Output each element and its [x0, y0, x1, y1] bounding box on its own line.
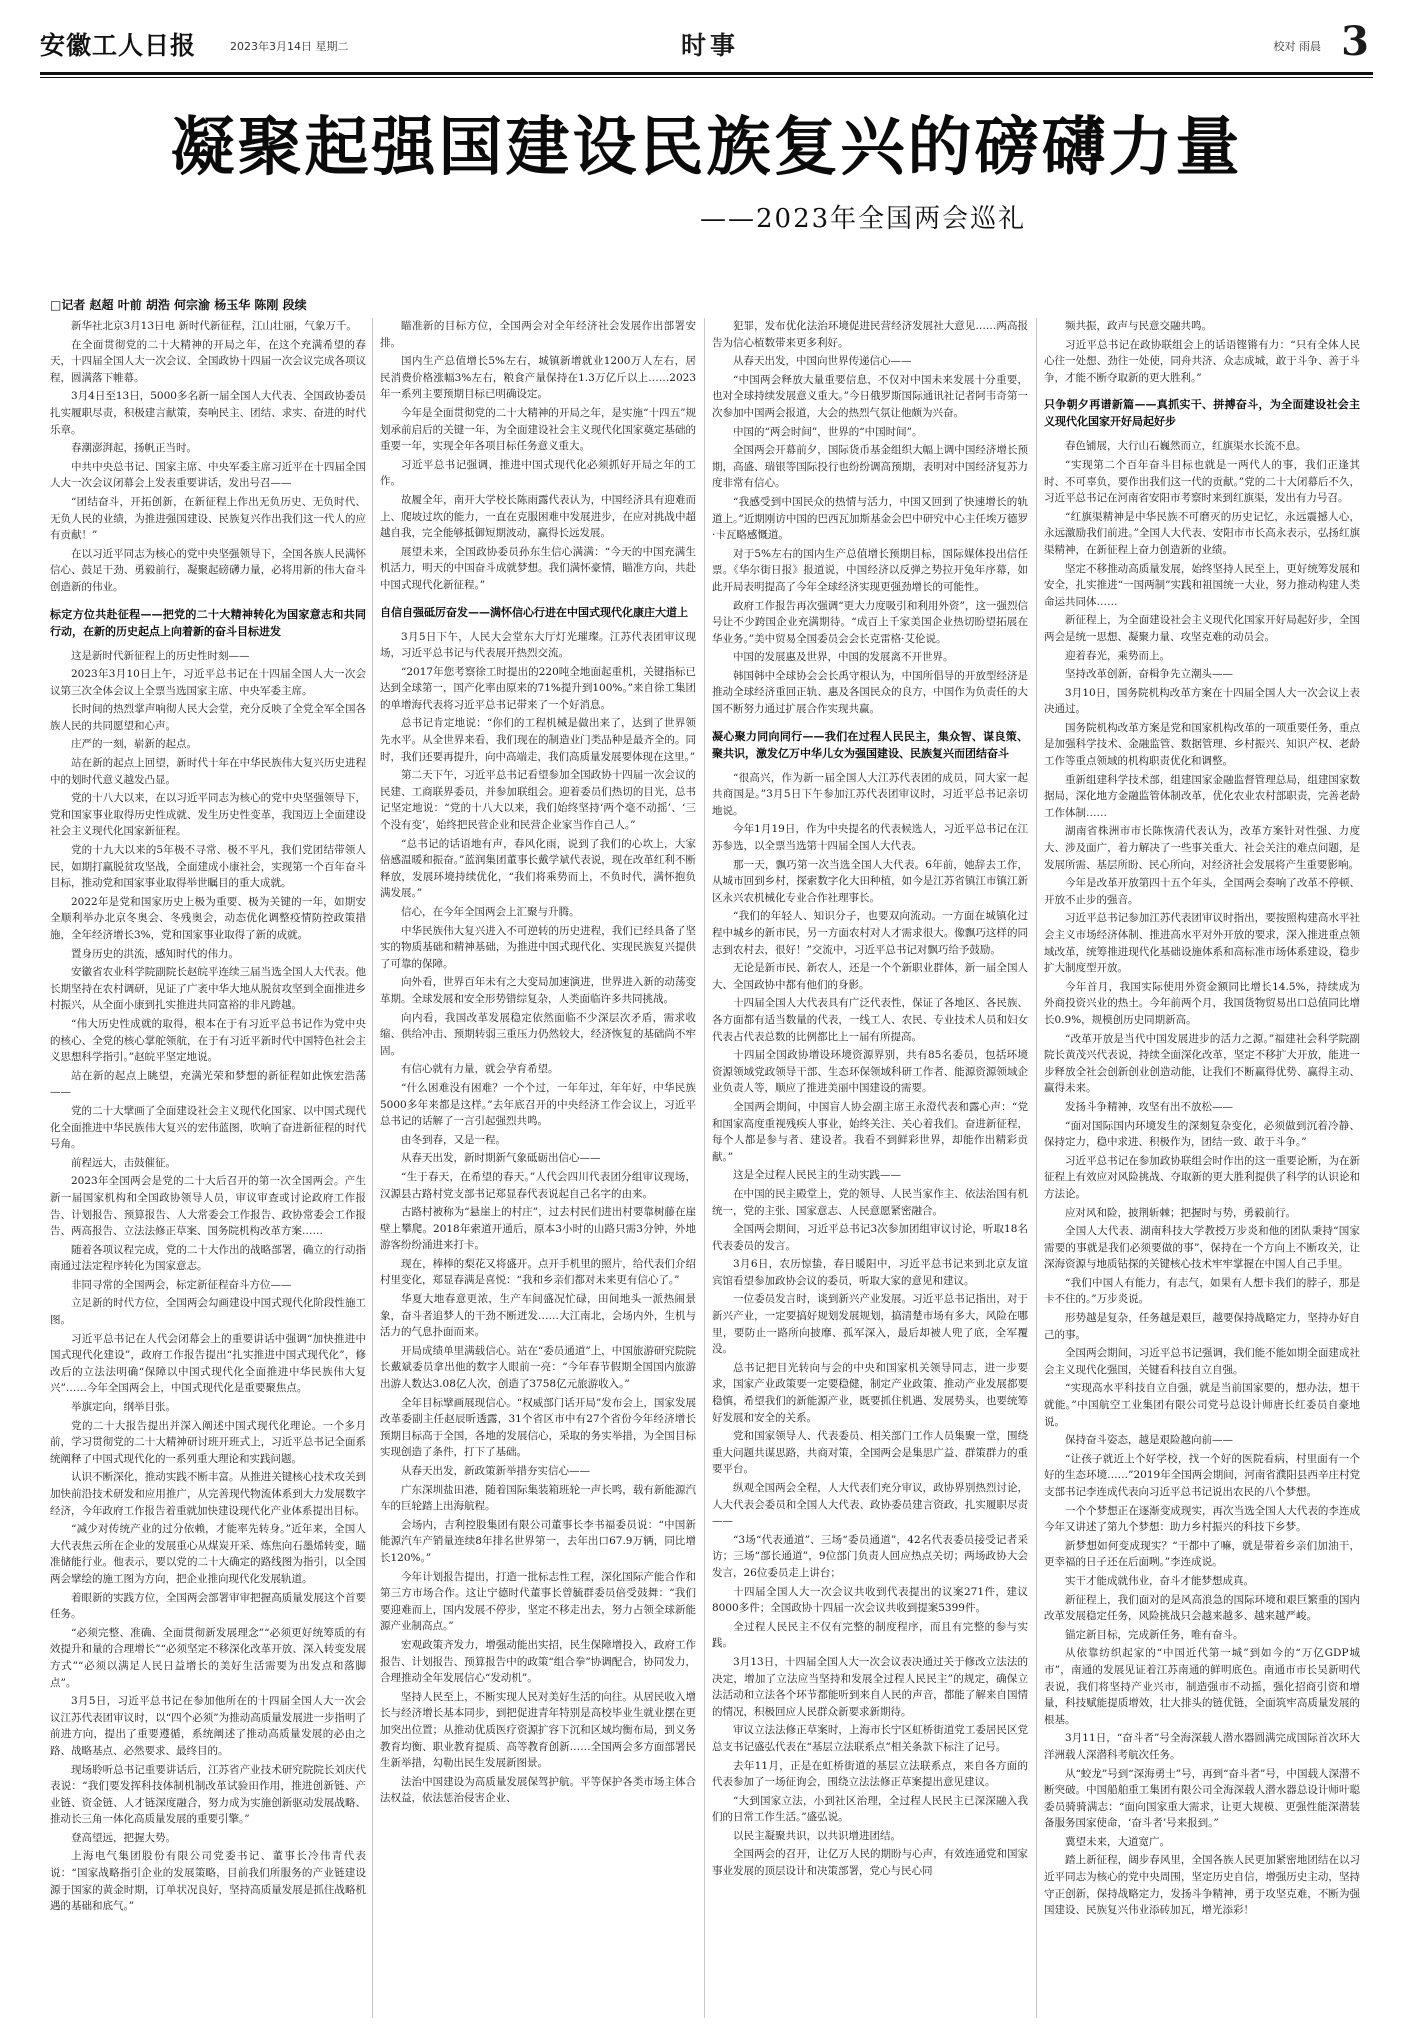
- issue-date: 2023年3月14日 星期二: [230, 40, 349, 53]
- article-paragraph: 踏上新征程，阔步春风里，全国各族人民更加紧密地团结在以习近平同志为核心的党中央周围，坚定历史自信，增强历史主动，坚持守正创新，保持战略定力，发扬斗争精神，勇于攻坚克难，不断为强国建设、民族复兴伟业添砖加瓦，增光添彩！: [1044, 1854, 1360, 1917]
- article-paragraph: 这是新时代新征程上的历史性时刻——: [71, 649, 250, 662]
- article-paragraph: 展望未来，全国政协委员孙东生信心满满：“今天的中国充满生机活力，明天的中国奋斗成就梦想。我们满怀豪情，瞄准方向，共赴中国式现代化新征程。”: [380, 545, 696, 591]
- article-paragraph: 实干才能成就伟业，奋斗才能梦想成真。: [1065, 1574, 1254, 1587]
- article-paragraph: 2023年全国两会是党的二十大后召开的第一次全国两会。产生新一届国家机构和全国政协领导人员，审议审查或讨论政府工作报告、计划报告、预算报告、人大常委会工作报告、政协常委会工作报告、两高报告、立法法修正草案、国务院机构改革方案……: [50, 1175, 366, 1238]
- text-column-3: [712, 318, 1028, 2018]
- article-paragraph: 春潮澎湃起，扬帆正当时。: [71, 442, 197, 455]
- article-paragraph: “很高兴，作为新一届全国人大江苏代表团的成员，同大家一起共商国是。”3月5日下午参加江苏代表团审议时，习近平总书记亲切地说。: [712, 771, 1028, 817]
- article-paragraph: “我们的年轻人、知识分子，也要双向流动。一方面在城镇化过程中城乡的新市民，另一方面农村对人才需求很大。像飘巧这样的同志到农村去，很好！”交流中，习近平总书记对飘巧给予鼓励。: [712, 910, 1028, 956]
- article-paragraph: 今年1月19日，作为中央提名的代表候选人，习近平总书记在江苏参选，以全票当选第十四届全国人大代表。: [712, 823, 1028, 853]
- article-paragraph: “2017年您考察徐工时提出的220吨全地面起重机，关键指标已达到全球第一，国产化率由原来的71%提升到100%。”来自徐工集团的单增海代表将习近平总书记带来了一个好消息。: [380, 665, 696, 711]
- article-paragraph: 从春天出发，中国向世界传递信心——: [733, 355, 912, 368]
- article-paragraph: 锚定新目标，完成新任务，唯有奋斗。: [1065, 1628, 1244, 1641]
- article-byline: □记者 赵超 叶前 胡浩 何宗渝 杨玉华 陈刚 段续: [50, 298, 307, 312]
- page-number: 3: [1341, 18, 1369, 65]
- article-paragraph: 新征程上，为全面建设社会主义现代化国家开好局起好步，全国两会是统一思想、凝聚力量、攻坚克难的动员会。: [1044, 614, 1360, 643]
- article-paragraph: 登高望远，把握大势。: [71, 1831, 176, 1844]
- article-paragraph: “伟大历史性成就的取得，根本在于有习近平总书记作为党中央的核心、全党的核心掌舵领航，在于有习近平新时代中国特色社会主义思想科学指引。”赵皖平坚定地说。: [50, 1017, 366, 1064]
- article-paragraph: 故履全年，南开大学校长陈雨露代表认为，中国经济具有迎难而上、爬坡过坎的能力，一直在克服困难中发展进步，在应对挑战中超越自我，完全能够抵御短期波动，赢得长远发展。: [380, 493, 696, 540]
- article-paragraph: 会场内，吉利控股集团有限公司董事长李书福委员说：“中国新能源汽车产销量连续8年排名世界第一，去年出口67.9万辆，同比增长120%。”: [380, 1518, 696, 1564]
- article-paragraph: 广东深圳盐田港，随着国际集装箱班轮一声长鸣，载有新能源汽车的巨轮踏上出海航程。: [380, 1483, 696, 1513]
- article-paragraph: 在以习近平同志为核心的党中央坚强领导下，全国各族人民满怀信心、鼓足干劲、勇毅前行，凝聚起磅礴力量，必将用新的伟大奋斗创造新的伟业。: [50, 547, 366, 593]
- article-paragraph: “减少对传统产业的过分依赖，才能率先转身。”近年来，全国人大代表焦云所在企业的发展重心从煤炭开采、炼焦向石墨烯转变，瞄准储能行业。他表示，要以党的二十大确定的路线图为指引，以全国两会擘绘的施工图为方向，把企业推向现代化发展轨道。: [50, 1523, 366, 1585]
- article-paragraph: 前程远大，击鼓催征。: [71, 1156, 176, 1169]
- article-paragraph: “面对国际国内环境发生的深刻复杂变化，必须做到沉着冷静、保持定力，稳中求进、积极作为，团结一致、敢于斗争。”: [1044, 1119, 1360, 1149]
- article-paragraph: 全国两会期间，习近平总书记强调，我们能不能如期全面建成社会主义现代化强国，关键看科技自立自强。: [1044, 1347, 1360, 1376]
- text-column-2: [380, 318, 696, 2018]
- article-paragraph: “生于春天，在希望的春天。”人代会四川代表团分组审议现场，汉源县古路村党支部书记郑显春代表说起自己名字的由来。: [380, 1170, 696, 1200]
- article-paragraph: 上海电气集团股份有限公司党委书记、董事长冷伟青代表说：“国家战略指引企业的发展策略，目前我们所服务的产业链建设源于国家的黄金时期，订单状况良好，坚持高质量发展是抓住战略机遇的基础和底气。”: [50, 1850, 366, 1913]
- article-paragraph: 新梦想如何变成现实？“干都中了嘛，就是带着乡亲们加油干，更幸福的日子还在后面咧。”李连成说。: [1044, 1539, 1360, 1569]
- article-paragraph: 国务院机构改革方案是党和国家机构改革的一项重要任务，重点是加强科学技术、金融监管、数据管理、乡村振兴、知识产权、老龄工作等重点领域的机构职责优化和调整。: [1044, 721, 1360, 768]
- article-paragraph: 第二天下午，习近平总书记看望参加全国政协十四届一次会议的民建、工商联界委员，并参加联组会。迎着委员们热切的目光，总书记坚定地说：“党的十八大以来，我们始终坚持‘两个毫不动摇’、‘三个没有变’，始终把民营企业和民营企业家当作自己人。”: [380, 769, 696, 832]
- article-paragraph: “实现高水平科技自立自强，就是当前国家要的，想办法，想干就能。”中国航空工业集团有限公司党号总设计师唐长红委员自豪地说。: [1044, 1382, 1360, 1428]
- article-paragraph: 全年目标擘画展现信心。“权威部门话开局”发布会上，国家发展改革委副主任赵辰昕透露，31个省区市中有27个省份今年经济增长预期目标高于全国，各地的发展信心，采取的务实举措，为全国目标实现创造了条件，打下了基础。: [380, 1396, 696, 1459]
- paper-name-logo: 安徽工人日报: [40, 31, 197, 60]
- article-paragraph: 信心，在今年全国两会上汇聚与升腾。: [401, 906, 580, 918]
- article-paragraph: 审议立法法修正草案时，上海市长宁区虹桥街道党工委居民区党总支书记盛弘代表在“基层立法联系点”相关条款下标注了记号。: [712, 1724, 1028, 1753]
- article-paragraph: 对于5%左右的国内生产总值增长预期目标，国际媒体投出信任票。《华尔街日报》报道说，中国经济以反弹之势拉开兔年序幕，如此开局表明提高了今年全球经济实现更强劲增长的可能性。: [712, 547, 1028, 593]
- article-paragraph: 习近平总书记强调，推进中国式现代化必须抓好开局之年的工作。: [380, 458, 696, 488]
- article-paragraph: 向内看，我国改革发展稳定依然面临不少深层次矛盾，需求收缩、供给冲击、预期转弱三重压力仍然较大，经济恢复的基础尚不牢固。: [380, 1011, 696, 1057]
- article-subheadline: ——2023年全国两会巡礼: [700, 204, 1027, 234]
- article-paragraph: 认识不断深化，推动实践不断丰富。从推进关键核心技术攻关到加快前沿技术研发和应用推广，从完善现代物流体系到大力发展数字经济，今年政府工作报告着重就加快建设现代化产业体系提出目标。: [50, 1471, 366, 1517]
- article-paragraph: 今年是改革开放第四十五个年头，全国两会奏响了改革不停顿、开放不止步的强音。: [1044, 877, 1360, 906]
- article-paragraph: 党的二十大擘画了全面建设社会主义现代化国家、以中国式现代化全面推进中华民族伟大复兴的宏伟蓝图，吹响了奋进新征程的时代号角。: [50, 1104, 366, 1151]
- article-paragraph: 应对风和险，披荆斩棘；把握时与势，勇毅前行。: [1065, 1206, 1296, 1219]
- article-paragraph: “我们中国人有能力，有志气，如果有人想卡我们的脖子，那是卡不住的。”万步炎说。: [1044, 1276, 1360, 1306]
- article-paragraph: 形势越是复杂，任务越是艰巨，越要保持战略定力，坚持办好自己的事。: [1044, 1312, 1360, 1341]
- article-paragraph: 置身历史的洪流，感知时代的伟力。: [71, 947, 239, 960]
- article-paragraph: 犯罪，发布优化法治环境促进民营经济发展社大意见……两高报告为信心植数带来更多利好。: [712, 320, 1028, 349]
- article-paragraph: 举旗定向，纲举目张。: [71, 1401, 176, 1414]
- section-subheading: 标定方位共赴征程——把党的二十大精神转化为国家意志和共同行动，在新的历史起点上向着新的奋斗目标进发: [50, 607, 366, 638]
- article-paragraph: 向外看，世界百年未有之大变局加速演进，世界进入新的动荡变革期。全球发展和安全形势错综复杂，人类面临许多共同挑战。: [380, 976, 696, 1005]
- article-paragraph: “让孩子就近上个好学校，找一个好的医院看病，村里面有一个好的生态环境……”2019年全国两会期间，河南省濮阳县西辛庄村党支部书记李连成代表向习近平总书记说出农民的八个梦想。: [1044, 1452, 1360, 1498]
- section-subheading: 凝心聚力同向同行——我们在过程人民民主，集众智、谋良策、聚共识，激发亿万中华儿女为强国建设、民族复兴而团结奋斗: [712, 729, 1028, 760]
- article-paragraph: 那一天，飘巧第一次当选全国人大代表。6年前，她辞去工作，从城市回到乡村，探索数字化大田种植，如今是江苏省镇江市镇江新区永兴农机械化专业合作社理事长。: [712, 858, 1028, 904]
- article-paragraph: 2023年3月10日上午，习近平总书记在十四届全国人大一次会议第三次全体会议上全票当选国家主席、中央军委主席。: [50, 668, 366, 697]
- article-paragraph: 新华社北京3月13日电 新时代新征程，江山壮丽，气象万千。: [71, 320, 357, 332]
- text-column-1: [50, 318, 366, 2018]
- article-paragraph: 迎着春光，乘势而上。: [1065, 649, 1170, 662]
- article-paragraph: 中国的“两会时间”，世界的“中国时间”。: [733, 425, 923, 438]
- section-subheading: 只争朝夕再谱新篇——真抓实干、拼搏奋斗，为全面建设社会主义现代化国家开好局起好步: [1044, 398, 1360, 429]
- article-paragraph: 十四届全国政协增设环境资源界别，共有85名委员，包括环境资源领域党政领导干部、生态环保领域科研工作者、能源资源领域企业负责人等，顺应了推进美丽中国建设的需要。: [712, 1049, 1028, 1095]
- column-divider: [1036, 318, 1037, 2018]
- masthead: [40, 20, 1373, 68]
- article-paragraph: 坚定不移推动高质量发展，始终坚持人民至上，更好统筹发展和安全，扎实推进“一国两制”实践和祖国统一大业，努力推动构建人类命运共同体……: [1044, 562, 1360, 608]
- article-paragraph: 十四届全国人大代表具有广泛代表性，保证了各地区、各民族、各方面都有适当数量的代表，一线工人、农民、专业技术人员和妇女代表占代表总数的比例都比上一届有所提高。: [712, 997, 1028, 1043]
- text-column-4: [1044, 318, 1360, 2018]
- article-paragraph: 3月6日，农历惊蛰，春日暖阳中，习近平总书记来到北京友谊宾馆看望参加政协会议的委员，听取大家的意见和建议。: [712, 1258, 1028, 1287]
- article-paragraph: “团结奋斗，开拓创新，在新征程上作出无负历史、无负时代、无负人民的业绩，为推进强国建设、民族复兴作出我们这一代人的应有贡献！”: [50, 495, 366, 542]
- article-paragraph: 韩国韩中全球协会会长禹守根认为，中国所倡导的开放型经济是推动全球经济重回正轨、惠及各国民众的良方，中国作为负责任的大国不断努力通过扩展合作实现共赢。: [712, 669, 1028, 716]
- article-paragraph: 这是全过程人民民主的生动实践——: [733, 1169, 901, 1182]
- article-paragraph: 全国两会期间，中国盲人协会副主席王永澄代表和露心声：“党和国家高度重视残疾人事业，始终关注、关心着我们。奋进新征程，每个人都是参与者、建设者。我看不到鲜彩世界，却能作出精彩贡献。”: [712, 1100, 1028, 1163]
- article-paragraph: 无论是新市民、新农人，还是一个个新职业群体，新一届全国人大、全国政协中都有他们的身影。: [712, 962, 1028, 991]
- article-paragraph: 一个个梦想正在逐渐变成现实，再次当选全国人大代表的李连成今年又讲述了第九个梦想：助力乡村振兴的科技下乡梦。: [1044, 1504, 1360, 1534]
- article-paragraph: 瞄准新的目标方位，全国两会对全年经济社会发展作出部署安排。: [380, 320, 696, 349]
- article-paragraph: 习近平总书记在参加政协联组会时作出的这一重要论断，为在新征程上有效应对风险挑战、夺取新的更大胜利提供了科学的认识论和方法论。: [1044, 1154, 1360, 1200]
- masthead-rule: [40, 72, 1373, 75]
- article-paragraph: 3月5日下午，人民大会堂东大厅灯光璀璨。江苏代表团审议现场，习近平总书记与代表展开热烈交流。: [380, 630, 696, 660]
- article-paragraph: 重新组建科学技术部，组建国家金融监督管理总局，组建国家数据局，深化地方金融监管体制改革，优化农业农村部职责，完善老龄工作体制……: [1044, 773, 1360, 819]
- article-paragraph: 党的十九大以来的5年极不寻常、极不平凡，我们党团结带领人民，如期打赢脱贫攻坚战，全面建成小康社会，实现第一个百年奋斗目标，推动党和国家事业取得举世瞩目的重大成就。: [50, 844, 366, 890]
- section-title: 时事: [680, 31, 739, 60]
- article-paragraph: “中国两会释放大量重要信息，不仅对中国未来发展十分重要，也对全球持续发展意义重大。”今日俄罗斯国际通讯社记者阿韦奇第一次参加中国两会报道，大会的热烈气氛让他颇为兴奋。: [712, 373, 1028, 419]
- article-paragraph: 纵观全国两会全程，人大代表们充分审议，政协界别热烈讨论，人大代表会委员和全国人大代表、政协委员建言资政，扎实履职尽责——: [712, 1482, 1028, 1528]
- article-paragraph: 华夏大地春意更浓，生产车间盛况忙碌，田间地头一派热闹景象，奋斗者追梦人的干劲不断迸发……大江南北，会场内外，生机与活力的气息扑面而来。: [380, 1293, 696, 1339]
- article-paragraph: 现场聆听总书记重要讲话后，江苏省产业技术研究院院长刘庆代表说：“我们要发挥科技体制机制改革试验田作用，推进创新链、产业链、资金链、人才链深度融合，努力成为实施创新驱动发展战略、推动长三角一体化高质量发展的重要引擎。”: [50, 1763, 366, 1826]
- article-paragraph: 有信心就有力量，就会孕育希望。: [401, 1063, 559, 1076]
- article-paragraph: 湖南省株洲市市长陈恢清代表认为，改革方案针对性强、力度大、涉及面广，着力解决了一些事关重大、社会关注的难点问题，是发展所需、基层所盼、民心所向，对经济社会发展将产生重要影响。: [1044, 825, 1360, 871]
- article-paragraph: 3月5日，习近平总书记在参加他所在的十四届全国人大一次会议江苏代表团审议时，以“四个必须”为推动高质量发展进一步指明了前进方向，提出了重要遵循，系统阐述了推动高质量发展的必由之路、战略基点、必然要求、最终目的。: [50, 1695, 366, 1757]
- article-paragraph: “实现第二个百年奋斗目标也就是一两代人的事，我们正逢其时、不可辜负，要作出我们这一代的贡献。”党的二十大闭幕后不久，习近平总书记在河南省安阳市考察时来到红旗渠，发出有力号召。: [1044, 458, 1360, 505]
- article-paragraph: 安徽省农业科学院副院长赵皖平连续三届当选全国人大代表。他长期坚持在农村调研，见证了广袤中华大地从脱贫攻坚到全面推进乡村振兴，从全面小康到扎实推进共同富裕的非凡跨越。: [50, 966, 366, 1012]
- article-paragraph: 保持奋斗姿态，越是艰险越向前——: [1065, 1434, 1233, 1447]
- article-paragraph: 古路村被称为“悬崖上的村庄”，过去村民们进出村要靠树藤在崖壁上攀爬。2018年索道开通后，原本3小时的山路只需3分钟，外地游客纷纷涌进来打卡。: [380, 1206, 696, 1252]
- article-paragraph: 现在，棒棒的梨花又将盛开。点开手机里的照片，给代表们介绍村里变化，郑显春满是喜悦：“我和乡亲们都对未来更有信心了。”: [380, 1257, 696, 1287]
- article-paragraph: 中共中央总书记、国家主席、中央军委主席习近平在十四届全国人大一次会议闭幕会上发表重要讲话，发出号召——: [50, 460, 366, 490]
- section-subheading: 自信自强砥厉奋发——满怀信心行进在中国式现代化康庄大道上: [380, 605, 688, 619]
- article-paragraph: 坚持人民至上，不断实现人民对美好生活的向往。从居民收入增长与经济增长基本同步，到把促进青年特别是高校毕业生就业摆在更加突出位置；从推动优质医疗资源扩容下沉和区域均衡布局，到义务教育均衡、职业教育提质、高等教育创新……全国两会多方面部署民生新举措，勾勒出民生发展新图景。: [380, 1690, 696, 1770]
- masthead-rule-thin: [40, 77, 1373, 78]
- article-paragraph: 全国两会期间，习近平总书记3次参加团组审议讨论，听取18名代表委员的发言。: [712, 1223, 1028, 1252]
- article-paragraph: 宏观政策齐发力，增强动能出实招，民生保障增投入，政府工作报告、计划报告、预算报告中的政策“组合拳”协调配合，协同发力，合理推动全年发展信心“发动机”。: [380, 1638, 696, 1685]
- article-paragraph: 3月13日，十四届全国人大一次会议表决通过关于修改立法法的决定，增加了立法应当坚持和发展全过程人民民主”的规定，确保立法活动和立法各个环节都能听到来自人民的声音，都能了解来自国情的情况，积极回应人民群众新要求新期待。: [712, 1655, 1028, 1718]
- article-paragraph: 今年是全面贯彻党的二十大精神的开局之年，是实施“十四五”规划承前启后的关键一年，为全面建设社会主义现代化国家奠定基础的重要一年，实现全年各项目标任务意义重大。: [380, 406, 696, 453]
- article-paragraph: 今年首月，我国实际使用外资金额同比增长14.5%，持续成为外商投资兴业的热土。今年前两个月，我国货物贸易出口总值同比增长0.9%，规模创历史同期新高。: [1044, 980, 1360, 1026]
- article-paragraph: 冀望未来，大道宽广。: [1065, 1835, 1170, 1848]
- article-paragraph: 中华民族伟大复兴进入不可逆转的历史进程，我们已经具备了坚实的物质基础和精神基础，为推进中国式现代化、实现民族复兴提供了可靠的保障。: [380, 924, 696, 970]
- article-paragraph: 全国两会开幕前夕，国际货币基金组织大幅上调中国经济增长预期，高盛、瑞银等国际投行也纷纷调高预期，表明对中国经济复苏力度非常有信心。: [712, 444, 1028, 490]
- article-paragraph: “3场“代表通道”、三场“委员通道”，42名代表委员接受记者采访；三场“部长通道”，9位部门负责人回应热点关切；两场政协大会发言，26位委员走上讲台；: [712, 1533, 1028, 1579]
- article-paragraph: 习近平总书记参加江苏代表团审议时指出，要按照构建高水平社会主义市场经济体制、推进高水平对外开放的要求，深入推进重点领域改革，统筹推进现代化基础设施体系和高标准市场体系建设，稳步扩大制度型开放。: [1044, 912, 1360, 975]
- article-paragraph: 着眼新的实践方位，全国两会部署审审把握高质量发展这个首要任务。: [50, 1591, 366, 1621]
- article-paragraph: 今年计划报告提出，打造一批标志性工程，深化国际产能合作和第三方市场合作。这让宁德时代董事长曾毓群委员倍受鼓舞：“我们要迎难而上，国内发展不停步，坚定不移走出去，努力占领全球新能源产业制高点。”: [380, 1570, 696, 1633]
- article-paragraph: 党的二十大报告提出并深入阐述中国式现代化理论。一个多月前，学习贯彻党的二十大精神研讨班开班式上，习近平总书记全面系统阐释了中国式现代化的一系列重大理论和实践问题。: [50, 1419, 366, 1465]
- article-paragraph: “大到国家立法，小到社区治理，全过程人民民主已深深融入我们的日常工作生活。”盛弘说。: [712, 1794, 1028, 1824]
- article-paragraph: “什么困难没有困难？一个个过，一年年过，年年好，中华民族5000多年来都是这样。”去年底召开的中央经济工作会议上，习近平总书记的话解了一言引起强烈共鸣。: [380, 1081, 696, 1128]
- article-paragraph: 全过程人民民主不仅有完整的制度程序，而且有完整的参与实践。: [712, 1620, 1028, 1650]
- article-paragraph: 长时间的热烈掌声响彻人民大会堂，充分反映了全党全军全国各族人民的共同愿望和心声。: [50, 703, 366, 732]
- column-divider: [704, 318, 705, 2018]
- article-paragraph: 从依靠纺织起家的“中国近代第一城”到如今的“万亿GDP城市”，南通的发展见证着江苏南通的鲜明底色。南通市市长吴新明代表说，我们将坚持产业兴市，制造强市不动摇，强化招商引资和增量，科技赋能提质增效，壮大排头的链优链，全面筑牢高质量发展的根基。: [1044, 1647, 1360, 1726]
- article-paragraph: 全国两会的召开，让亿万人民的期盼与心声，有效连通党和国家事业发展的顶层设计和决策部署，党心与民心同: [712, 1848, 1028, 1878]
- article-paragraph: 3月11日，“奋斗者”号全海深载人潜水器圆满完成国际首次环大洋洲载人深潜科考航次任务。: [1044, 1732, 1360, 1761]
- article-paragraph: “改革开放是当代中国发展进步的活力之源。”福建社会科学院副院长黄茂兴代表说，持续全面深化改革，坚定不移扩大开放，能进一步释放全社会创新创业创造动能，让我们不断赢得优势、赢得主动、赢得未来。: [1044, 1032, 1360, 1095]
- article-paragraph: “总书记的话语地有声，春风化雨，说到了我们的心坎上，大家倍感温暖和振奋。”蓝润集团董事长戴学斌代表说，现在改革红利不断释放，发展环境持续优化，“我们将乘势而上，不负时代，满怀抱负满发展。”: [380, 837, 696, 900]
- article-paragraph: 频共振，政声与民意交融共鸣。: [1065, 320, 1212, 332]
- column-divider: [372, 318, 373, 2018]
- article-paragraph: 十四届全国人大一次会议共收到代表提出的议案271件，建议8000多件；全国政协十四届一次会议共收到提案5399件。: [712, 1585, 1028, 1615]
- article-paragraph: 3月4日至13日，5000多名新一届全国人大代表、全国政协委员扎实履职尽责，积极建言献策，奏响民主、团结、求实、奋进的时代乐章。: [50, 390, 366, 436]
- article-paragraph: 习近平总书记在人代会闭幕会上的重要讲话中强调“加快推进中国式现代化建设”，政府工作报告提出“扎实推进中国式现代化”，修改后的立法法明确“保障以中国式现代化全面推进中华民族伟大复兴”……今年全国两会上，中国式现代化是重要聚焦点。: [50, 1332, 366, 1395]
- article-paragraph: “必须完整、准确、全面贯彻新发展理念”“必须更好统筹质的有效提升和量的合理增长”“必须坚定不移深化改革开放、深入转变发展方式”“必须以满足人民日益增长的美好生活需要为出发点和落脚点”。: [50, 1626, 366, 1689]
- article-paragraph: 从春天出发，新时期新气象砥砺出信心——: [401, 1152, 601, 1165]
- article-paragraph: 春色铺展，大行山石巍然而立，红旗渠水长流不息。: [1065, 440, 1307, 453]
- article-paragraph: 在中国的民主殿堂上，党的领导、人民当家作主、依法治国有机统一，党的主张、国家意志、人民意愿紧密融合。: [712, 1187, 1028, 1217]
- article-paragraph: 庄严的一刻，崭新的起点。: [71, 738, 197, 751]
- article-paragraph: 开局成绩单里满载信心。站在“委员通道”上，中国旅游研究院院长戴斌委员拿出他的数字人眼前一亮：“今年春节假期全国国内旅游出游人数达3.08亿人次，创造了3758亿元旅游收入。”: [380, 1344, 696, 1391]
- article-paragraph: 2022年是党和国家历史上极为重要、极为关键的一年，如期安全顺利举办北京冬奥会、冬残奥会，动态优化调整疫情防控政策措施，全年经济增长3%，党和国家事业取得了新的成就。: [50, 895, 366, 941]
- article-paragraph: 坚持改革创新，奋楫争先立潮头——: [1065, 668, 1233, 681]
- article-paragraph: 站在新的起点上眺望，充满光荣和梦想的新征程如此恢宏浩荡——: [50, 1069, 366, 1099]
- article-paragraph: 在全面贯彻党的二十大精神的开局之年，在这个充满希望的春天，十四届全国人大一次会议、全国政协十四届一次会议完成各项议程，圆满落下帷幕。: [50, 338, 366, 384]
- article-paragraph: 党的十八大以来，在以习近平同志为核心的党中央坚强领导下，党和国家事业取得历史性成就、发生历史性变革，我国迈上全面建设社会主义现代化国家新征程。: [50, 792, 366, 838]
- article-paragraph: 法治中国建设为高质量发展保驾护航。平等保护各类市场主体合法权益，依法惩治侵害企业、: [380, 1775, 696, 1805]
- article-paragraph: 发扬斗争精神，攻坚有出不放松——: [1065, 1100, 1233, 1113]
- article-paragraph: 从“蛟龙”号到“深海勇士”号，再到“奋斗者”号，中国载人深潜不断突破。中国船舶重工集团有限公司全海深载人潜水器总设计师叶聪委员骑骑满志：“面向国家重大需求，让更大规模、更强性能深潜装备服务国家使命，‘奋斗者’号来报到。”: [1044, 1767, 1360, 1830]
- article-paragraph: 从春天出发，新政策新举措夯实信心——: [401, 1465, 590, 1477]
- article-paragraph: 站在新的起点上回望，新时代十年在中华民族伟大复兴历史进程中的划时代意义越发凸显。: [50, 757, 366, 786]
- article-paragraph: 政府工作报告再次强调“更大力度吸引和利用外资”，这一强烈信号让不少跨国企业充满期待。“成百上千家美国企业热切盼望拓展在华业务。”美中贸易全国委员会会长克雷格·艾伦说。: [712, 599, 1028, 645]
- article-paragraph: 3月10日，国务院机构改革方案在十四届全国人大一次会议上表决通过。: [1044, 686, 1360, 716]
- article-paragraph: 习近平总书记在政协联组会上的话语铿锵有力：“只有全体人民心往一处想、劲往一处使，同舟共济、众志成城，敢于斗争、善于斗争，才能不断夺取新的更大胜利。”: [1044, 338, 1360, 384]
- article-paragraph: 党和国家领导人、代表委员、相关部门工作人员集聚一堂，围绕重大问题共谋思路，共商对策，全国两会是集思广益、群策群力的重要平台。: [712, 1430, 1028, 1476]
- article-paragraph: 中国的发展惠及世界，中国的发展离不开世界。: [733, 651, 954, 664]
- article-headline: 凝聚起强国建设民族复兴的磅礴力量: [170, 110, 1243, 185]
- article-paragraph: 国内生产总值增长5%左右，城镇新增就业1200万人左右，居民消费价格涨幅3%左右，粮食产量保持在1.3万亿斤以上……2023年一系列主要预期目标已明确设定。: [380, 355, 696, 401]
- article-paragraph: 一位委员发言时，谈到新兴产业发展。习近平总书记指出，对于新兴产业，一定要搞好规划发展规划，搞清楚市场有多大，风险在哪里，要防止一路所向披靡、孤军深入，最后却被人兜了底，全军覆没。: [712, 1293, 1028, 1356]
- article-paragraph: 以民主凝聚共识，以共识增进团结。: [733, 1829, 901, 1842]
- article-paragraph: 新征程上，我们面对的是风高浪急的国际环境和艰巨繁重的国内改革发展稳定任务，风险挑战只会越来越多、越来越严峻。: [1044, 1593, 1360, 1623]
- article-paragraph: 总书记把目光转向与会的中央和国家机关领导同志，进一步要求，国家产业政策要一定要稳健，制定产业政策、推动产业发展都要稳慎，希望我们的新能源产业，既要抓住机遇、发展势头，也要统筹好发展和安全的关系。: [712, 1361, 1028, 1424]
- article-paragraph: 总书记肯定地说：“你们的工程机械是做出来了，达到了世界领先水平。从全世界来看，我们现在的制造业门类品种是最齐全的。同时，我们还要再提升，向中高端走，我们高质量发展要体现在这里。”: [380, 717, 696, 763]
- article-paragraph: “红旗渠精神是中华民族不可磨灭的历史记忆，永远震撼人心，永远激励我们前进。”全国人大代表、安阳市市长高永表示，弘扬红旗渠精神，在新征程上奋力创造新的业绩。: [1044, 510, 1360, 556]
- article-paragraph: 去年11月，正是在虹桥街道的基层立法联系点，来自各方面的代表参加了一场征询会，围绕立法法修正草案提出意见建议。: [712, 1759, 1028, 1789]
- article-paragraph: 非同寻常的全国两会，标定新征程奋斗方位——: [71, 1278, 292, 1291]
- article-paragraph: 随着各项议程完成，党的二十大作出的战略部署，确立的行动指南通过法定程序转化为国家意志。: [50, 1243, 366, 1273]
- article-paragraph: 全国人大代表、湖南科技大学教授万步炎和他的团队秉持“国家需要的事就是我们必须要做的事”，保持在一个方向上不断攻关，让深海资源与地质钻探的关键核心技术牢牢掌握在中国人自己手里。: [1044, 1225, 1360, 1271]
- article-paragraph: 由冬到春，又是一程。: [401, 1133, 506, 1146]
- article-paragraph: 立足新的时代方位，全国两会勾画建设中国式现代化阶段性施工图。: [50, 1297, 366, 1327]
- proofreader-credit: 校对 雨晨: [1273, 40, 1321, 53]
- article-paragraph: “我感受到中国民众的热情与活力，中国又回到了快速增长的轨道上。”近期刚访中国的巴西瓦加斯基金会巴中研究中心主任埃万德罗·卡瓦略感慨道。: [712, 495, 1028, 542]
